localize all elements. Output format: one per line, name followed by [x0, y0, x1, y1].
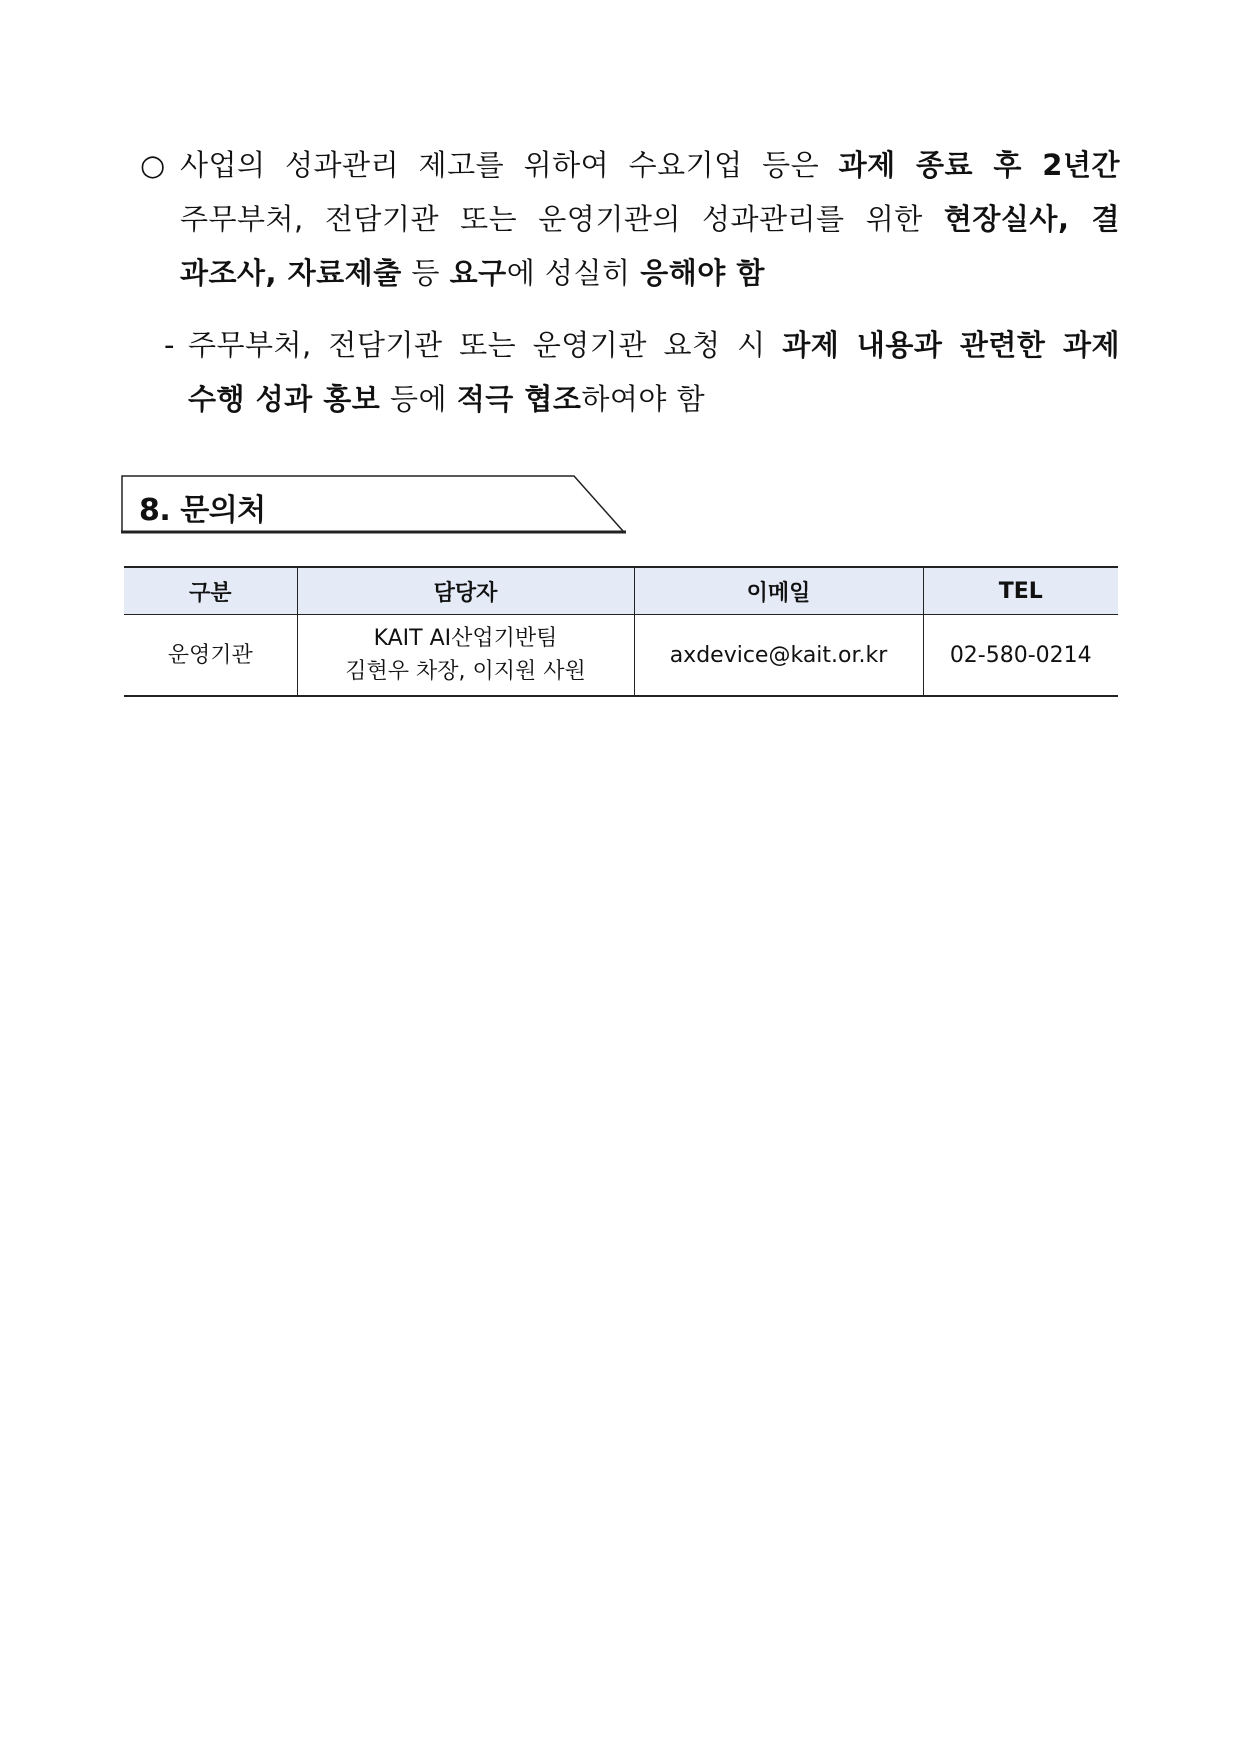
contact-team: KAIT AI산업기반팀	[373, 626, 558, 651]
text-run: 등에	[380, 382, 457, 416]
emphasized-text: 요구	[449, 256, 507, 290]
column-header-tel: TEL	[923, 567, 1118, 615]
column-header-email: 이메일	[634, 567, 923, 615]
circle-bullet-icon: ○	[140, 148, 166, 182]
paragraph-line	[188, 318, 1120, 372]
emphasized-text: 과제 종료 후 2년간	[838, 148, 1120, 182]
table-header-row	[124, 567, 1118, 615]
text-run: 하여야 함	[581, 382, 706, 416]
section-title: 8. 문의처	[139, 493, 266, 528]
contact-persons: 김현우 차장, 이지원 사원	[345, 659, 586, 684]
emphasized-text: 적극 협조	[456, 382, 582, 416]
emphasized-text: 과조사, 자료제출	[180, 256, 402, 290]
text-run: 주무부처, 전담기관 또는 운영기관 요청 시	[188, 328, 783, 362]
paragraph-line	[188, 372, 705, 426]
paragraph-line	[180, 246, 765, 300]
cell-category: 운영기관	[124, 615, 297, 697]
cell-contact	[297, 615, 634, 697]
section-heading-box	[121, 475, 626, 535]
table-row	[124, 615, 1118, 697]
text-run: 등	[401, 256, 450, 290]
column-header-category: 구분	[124, 567, 297, 615]
cell-email: axdevice@kait.or.kr	[634, 615, 923, 697]
dash-bullet: -	[164, 328, 175, 362]
text-run: 사업의 성과관리 제고를 위하여 수요기업 등은	[180, 148, 839, 182]
emphasized-text: 응해야 함	[640, 256, 765, 290]
paragraph-line	[180, 138, 1120, 192]
paragraph-line	[180, 192, 1120, 246]
cell-tel: 02-580-0214	[923, 615, 1118, 697]
emphasized-text: 수행 성과 홍보	[188, 382, 381, 416]
emphasized-text: 현장실사, 결	[943, 202, 1120, 236]
text-run: 주무부처, 전담기관 또는 운영기관의 성과관리를 위한	[180, 202, 944, 236]
emphasized-text: 과제 내용과 관련한 과제	[782, 328, 1120, 362]
text-run: 에 성실히	[506, 256, 641, 290]
contact-table	[124, 566, 1118, 697]
column-header-contact: 담당자	[297, 567, 634, 615]
